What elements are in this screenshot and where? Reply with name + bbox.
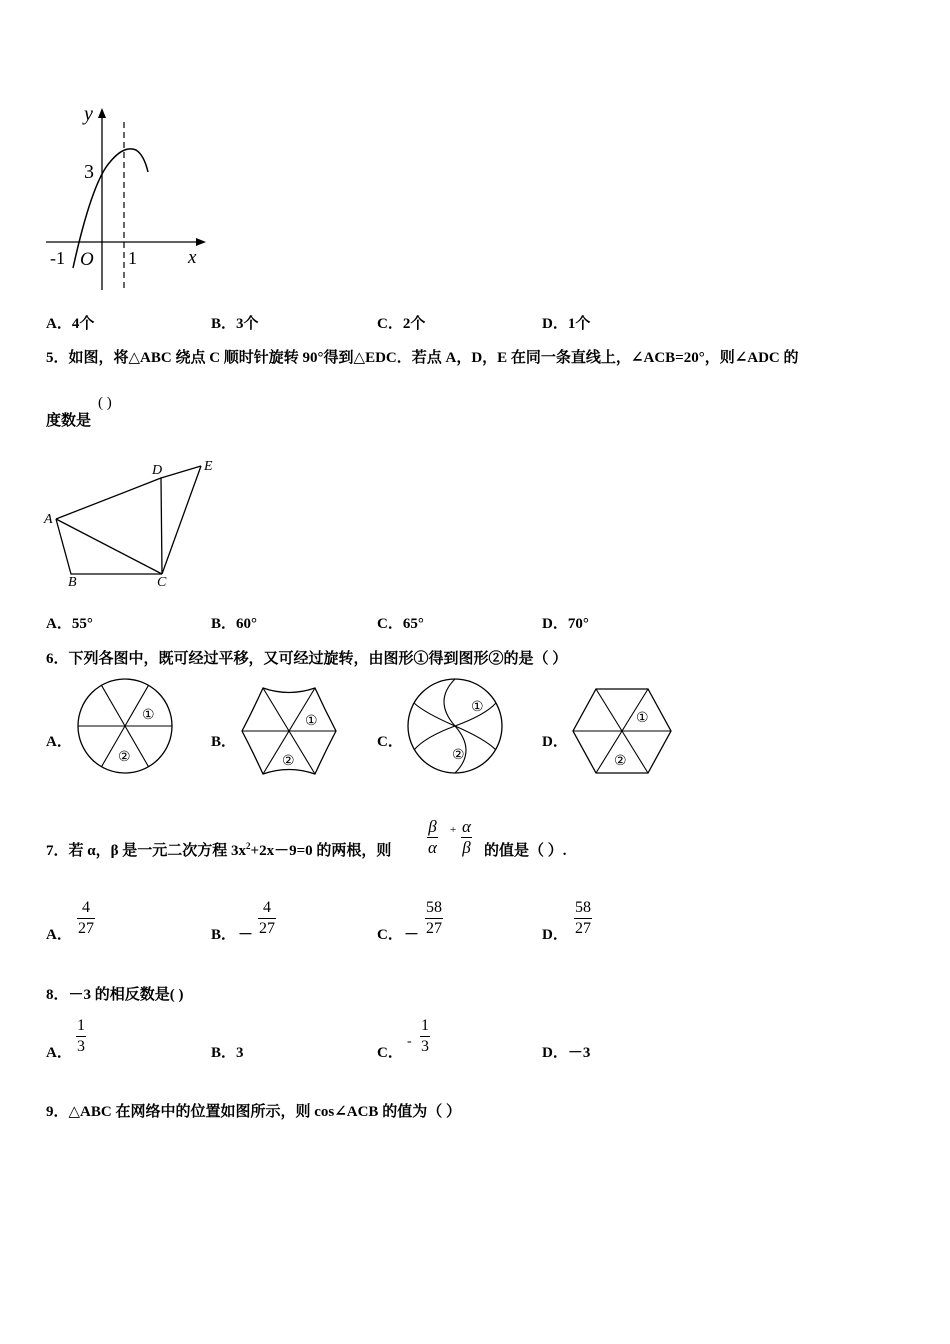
q5-question-line2: 度数是 [46, 413, 92, 429]
q6-option-b-hexagon-figure[interactable] [237, 683, 341, 779]
q9-question: 9．△ABC 在网络中的位置如图所示，则 cos∠ACB 的值为（ ） [46, 1104, 461, 1120]
q7-option-a-fraction[interactable] [77, 898, 95, 939]
q7-text-mid: +2x－9=0 的两根，则 [250, 843, 392, 859]
hexagon-mark-2: ② [282, 754, 295, 769]
q7-option-c-sign: － [404, 927, 420, 943]
frac-denominator: α [428, 838, 437, 857]
frac-numerator: 1 [421, 1017, 429, 1034]
x-axis-arrow [196, 238, 206, 246]
frac-numerator: 58 [575, 899, 591, 916]
circle-mark-2: ② [118, 750, 131, 765]
y-axis-label: y [84, 103, 93, 125]
q7-question [46, 839, 391, 860]
frac-numerator: β [428, 817, 437, 836]
q7-option-d-label[interactable]: D． [542, 927, 568, 943]
q7-option-c-fraction[interactable] [425, 898, 443, 939]
frac-denominator: 27 [259, 920, 275, 937]
q8-question: 8．－3 的相反数是( ) [46, 987, 184, 1003]
frac-numerator: 4 [82, 899, 90, 916]
q8-option-a-fraction[interactable] [76, 1016, 86, 1057]
q5-option-d[interactable]: D．70° [542, 616, 589, 632]
frac-denominator: 3 [421, 1038, 429, 1055]
frac-denominator: β [462, 838, 471, 857]
q4-option-c[interactable]: C．2个 [377, 316, 426, 332]
q5-answer-paren: ( ) [98, 395, 112, 411]
q4-option-a[interactable]: A．4个 [46, 316, 95, 332]
q8-option-d[interactable]: D．－3 [542, 1045, 591, 1061]
frac-numerator: 4 [263, 899, 271, 916]
q7-text-prefix: 7．若 α，β 是一元二次方程 3x [46, 843, 247, 859]
frac-denominator: 27 [78, 920, 94, 937]
frac-numerator: 1 [77, 1017, 85, 1034]
q5-question-line1: 5．如图，将△ABC 绕点 C 顺时针旋转 90°得到△EDC．若点 A，D，E 在同一条直线上，∠ACB=20°，则∠ADC 的 [46, 350, 799, 366]
origin-label: O [80, 249, 94, 270]
q7-plus-sign: + [450, 824, 457, 836]
point-d-label: D [152, 463, 163, 478]
q8-option-b[interactable]: B．3 [211, 1045, 244, 1061]
q5-triangle-figure [40, 455, 230, 590]
frac-numerator: α [462, 817, 471, 836]
segment-ac [56, 519, 162, 574]
q7-option-d-fraction[interactable] [574, 898, 592, 939]
frac-denominator: 27 [575, 920, 591, 937]
pinwheel-mark-2: ② [452, 748, 465, 763]
q8-option-c-label[interactable]: C． [377, 1045, 403, 1061]
q4-parabola-graph [40, 100, 220, 295]
q7-option-c-label[interactable]: C． [377, 927, 403, 943]
q7-fraction-alpha-over-beta [461, 817, 472, 858]
segment-ec [162, 466, 201, 574]
line-adc [56, 478, 162, 574]
segment-de [161, 466, 201, 478]
q6-option-c-pinwheel-figure[interactable] [403, 677, 507, 777]
q6-option-d-hexagon-figure[interactable] [570, 686, 674, 778]
point-c-label: C [157, 575, 167, 590]
frac-denominator: 27 [426, 920, 442, 937]
point-e-label: E [204, 459, 213, 474]
hexagon2-mark-1: ① [636, 711, 649, 726]
q7-option-b-label[interactable]: B． [211, 927, 237, 943]
q7-option-a-label[interactable]: A． [46, 927, 72, 943]
q8-option-c-fraction[interactable] [420, 1016, 430, 1057]
pinwheel-mark-1: ① [471, 700, 484, 715]
frac-numerator: 58 [426, 899, 442, 916]
q5-option-b[interactable]: B．60° [211, 616, 258, 632]
y-intercept-label: 3 [84, 161, 94, 183]
q6-option-b-label[interactable]: B． [211, 734, 237, 750]
frac-denominator: 3 [77, 1038, 85, 1055]
q8-option-a-label[interactable]: A． [46, 1045, 72, 1061]
q6-option-c-label[interactable]: C． [377, 734, 403, 750]
q7-option-b-fraction[interactable] [258, 898, 276, 939]
q7-text-suffix: 的值是（ ）. [484, 843, 567, 859]
q7-exponent: 2 [246, 841, 251, 851]
q5-option-c[interactable]: C．65° [377, 616, 424, 632]
root-label: -1 [50, 248, 65, 268]
q5-option-a[interactable]: A．55° [46, 616, 93, 632]
q6-option-d-label[interactable]: D． [542, 734, 568, 750]
q8-option-c-sign: - [407, 1034, 412, 1049]
hexagon2-mark-2: ② [614, 754, 627, 769]
q4-option-d[interactable]: D．1个 [542, 316, 591, 332]
axis-one-label: 1 [128, 248, 137, 268]
x-axis-label: x [188, 247, 197, 268]
q7-fraction-beta-over-alpha [427, 817, 438, 858]
q6-option-a-label[interactable]: A． [46, 734, 72, 750]
q7-option-b-sign: － [238, 927, 254, 943]
q6-option-a-circle-figure[interactable] [73, 677, 177, 777]
q4-option-b[interactable]: B．3个 [211, 316, 259, 332]
point-a-label: A [44, 512, 53, 527]
q6-question: 6．下列各图中，既可经过平移，又可经过旋转，由图形①得到图形②的是（ ） [46, 651, 568, 667]
circle-mark-1: ① [142, 708, 155, 723]
hexagon-mark-1: ① [305, 714, 318, 729]
point-b-label: B [68, 575, 77, 590]
y-axis-arrow [98, 108, 106, 118]
